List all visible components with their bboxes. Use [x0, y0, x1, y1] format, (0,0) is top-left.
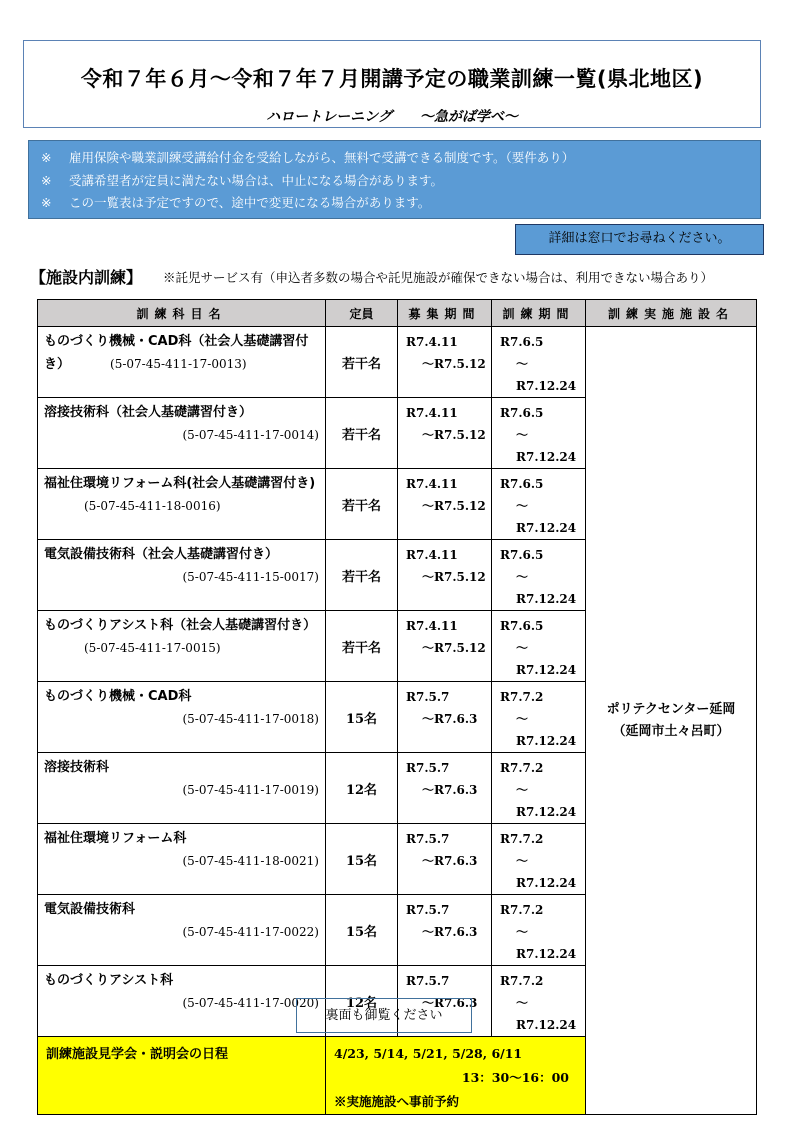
course-code: (5-07-45-411-15-0017): [182, 570, 319, 584]
course-cell: [38, 895, 326, 966]
course-code: (5-07-45-411-17-0020): [182, 996, 319, 1010]
training-start: R7.6.5: [500, 619, 544, 633]
back-side-note: 裏面も御覧ください: [296, 998, 472, 1033]
recruit-start: R7.4.11: [406, 406, 458, 420]
header-training: 訓練期間: [492, 300, 586, 327]
recruit-start: R7.4.11: [406, 335, 458, 349]
notice-text: この一覧表は予定ですので、途中で変更になる場合があります。: [69, 195, 431, 210]
course-cell: [38, 682, 326, 753]
training-cell: [492, 469, 586, 540]
recruit-start: R7.4.11: [406, 619, 458, 633]
capacity-cell: 15名: [326, 682, 398, 753]
course-cell: [38, 540, 326, 611]
note-mark: ※: [41, 172, 52, 188]
training-cell: [492, 753, 586, 824]
section-heading: 【施設内訓練】: [30, 268, 143, 287]
header-capacity: 定員: [326, 300, 398, 327]
training-cell: [492, 540, 586, 611]
title-box: [23, 40, 761, 128]
recruit-cell: [398, 611, 492, 682]
capacity-cell: 若干名: [326, 469, 398, 540]
recruit-start: R7.5.7: [406, 761, 450, 775]
training-cell: [492, 327, 586, 398]
training-cell: [492, 824, 586, 895]
training-end: ～R7.12.24: [516, 925, 577, 961]
recruit-cell: [398, 540, 492, 611]
course-code: (5-07-45-411-17-0022): [182, 925, 319, 939]
training-end: ～R7.12.24: [516, 570, 577, 606]
course-name: 福祉住環境リフォーム科(社会人基礎講習付き): [44, 476, 316, 491]
course-name: 電気設備技術科: [44, 902, 136, 917]
facility-name: ポリテクセンター延岡: [606, 701, 736, 717]
recruit-cell: [398, 398, 492, 469]
course-cell: [38, 824, 326, 895]
training-start: R7.7.2: [500, 690, 544, 704]
training-cell: [492, 398, 586, 469]
training-start: R7.7.2: [500, 903, 544, 917]
training-end: ～R7.12.24: [516, 499, 577, 535]
note-mark: ※: [41, 195, 52, 210]
recruit-cell: [398, 327, 492, 398]
recruit-cell: [398, 469, 492, 540]
section-note: ※託児サービス有（申込者多数の場合や託児施設が確保できない場合は、利用できない場合あり）: [163, 270, 714, 285]
header-recruit: 募集期間: [398, 300, 492, 327]
recruit-end: ～R7.5.12: [422, 357, 486, 371]
course-cell: [38, 398, 326, 469]
course-name: ものづくり機械・CAD科: [44, 689, 192, 704]
header-course: 訓練科目名: [38, 300, 326, 327]
page-title: 令和７年６月～令和７年７月開講予定の職業訓練一覧(県北地区): [80, 67, 704, 91]
course-code: (5-07-45-411-17-0013): [110, 357, 247, 371]
training-end: ～R7.12.24: [516, 641, 577, 677]
training-end: ～R7.12.24: [516, 854, 577, 890]
recruit-end: ～R7.6.3: [422, 712, 478, 726]
training-end: ～R7.12.24: [516, 783, 577, 819]
table-header-row: [38, 300, 757, 327]
capacity-cell: 若干名: [326, 327, 398, 398]
recruit-start: R7.5.7: [406, 903, 450, 917]
course-name: ものづくりアシスト科: [44, 973, 174, 988]
capacity-cell: 若干名: [326, 611, 398, 682]
training-end: ～R7.12.24: [516, 996, 577, 1032]
training-end: ～R7.12.24: [516, 712, 577, 748]
course-cell: [38, 327, 326, 398]
training-end: ～R7.12.24: [516, 357, 577, 393]
course-code: (5-07-45-411-17-0015): [84, 641, 221, 655]
recruit-cell: [398, 682, 492, 753]
info-session-time: 13：30～16：00: [461, 1070, 569, 1085]
course-code: (5-07-45-411-17-0018): [182, 712, 319, 726]
capacity-cell: 15名: [326, 824, 398, 895]
recruit-end: ～R7.6.3: [422, 996, 478, 1010]
recruit-end: ～R7.6.3: [422, 854, 478, 868]
training-start: R7.6.5: [500, 548, 544, 562]
course-cell: [38, 469, 326, 540]
note-mark: ※: [41, 150, 52, 165]
course-cell: [38, 966, 326, 1037]
recruit-end: ～R7.6.3: [422, 925, 478, 939]
recruit-end: ～R7.5.12: [422, 570, 486, 584]
capacity-cell: 若干名: [326, 540, 398, 611]
training-start: R7.7.2: [500, 761, 544, 775]
recruit-start: R7.5.7: [406, 974, 450, 988]
course-name: ものづくりアシスト科（社会人基礎講習付き）: [44, 618, 317, 633]
info-session-detail-cell: [326, 1037, 586, 1115]
course-code: (5-07-45-411-17-0014): [182, 428, 319, 442]
notice-text: 雇用保険や職業訓練受講給付金を受給しながら、無料で受講できる制度です。（要件あり）: [69, 150, 575, 165]
facility-cell: [586, 327, 757, 1115]
training-cell: [492, 682, 586, 753]
table-row: [38, 327, 757, 398]
capacity-cell: 15名: [326, 895, 398, 966]
header-facility: 訓練実施施設名: [586, 300, 757, 327]
capacity-cell: 12名: [326, 966, 398, 1037]
recruit-start: R7.4.11: [406, 477, 458, 491]
training-start: R7.7.2: [500, 974, 544, 988]
recruit-cell: [398, 753, 492, 824]
course-cell: [38, 611, 326, 682]
recruit-end: ～R7.6.3: [422, 783, 478, 797]
course-code: (5-07-45-411-18-0016): [84, 499, 221, 513]
recruit-end: ～R7.5.12: [422, 641, 486, 655]
training-table: [37, 299, 757, 1115]
training-end: ～R7.12.24: [516, 428, 577, 464]
course-name: 電気設備技術科（社会人基礎講習付き）: [44, 547, 279, 562]
course-code: (5-07-45-411-17-0019): [182, 783, 319, 797]
info-session-label: 訓練施設見学会・説明会の日程: [46, 1047, 229, 1062]
training-cell: [492, 895, 586, 966]
info-session-label-cell: [38, 1037, 326, 1115]
recruit-start: R7.5.7: [406, 832, 450, 846]
course-code: (5-07-45-411-18-0021): [182, 854, 319, 868]
recruit-end: ～R7.5.12: [422, 499, 486, 513]
capacity-cell: 12名: [326, 753, 398, 824]
recruit-cell: [398, 824, 492, 895]
recruit-start: R7.5.7: [406, 690, 450, 704]
inquiry-box: 詳細は窓口でお尋ねください。: [515, 224, 764, 255]
recruit-end: ～R7.5.12: [422, 428, 486, 442]
notice-text: 受講希望者が定員に満たない場合は、中止になる場合があります。: [69, 172, 444, 188]
facility-address: （延岡市土々呂町）: [612, 723, 730, 739]
table-body: [38, 327, 757, 1115]
training-cell: [492, 611, 586, 682]
notice-box: [28, 140, 761, 219]
training-cell: [492, 966, 586, 1037]
info-session-note: ※実施施設へ事前予約: [334, 1094, 460, 1109]
training-start: R7.6.5: [500, 477, 544, 491]
notice-line: [41, 192, 760, 215]
recruit-start: R7.4.11: [406, 548, 458, 562]
info-session-dates: 4/23, 5/14, 5/21, 5/28, 6/11: [334, 1046, 523, 1061]
page-subtitle: ハロートレーニング ～急がば学べ～: [266, 109, 518, 125]
course-cell: [38, 753, 326, 824]
training-start: R7.7.2: [500, 832, 544, 846]
course-name: 溶接技術科: [44, 760, 110, 775]
notice-line: [41, 147, 760, 170]
course-name: ものづくり機械・CAD科（社会人基礎講習付き）: [44, 334, 309, 372]
training-start: R7.6.5: [500, 406, 544, 420]
recruit-cell: [398, 895, 492, 966]
course-name: 福祉住環境リフォーム科: [44, 831, 187, 846]
notice-line: [41, 170, 760, 193]
course-name: 溶接技術科（社会人基礎講習付き）: [44, 405, 253, 420]
capacity-cell: 若干名: [326, 398, 398, 469]
training-start: R7.6.5: [500, 335, 544, 349]
